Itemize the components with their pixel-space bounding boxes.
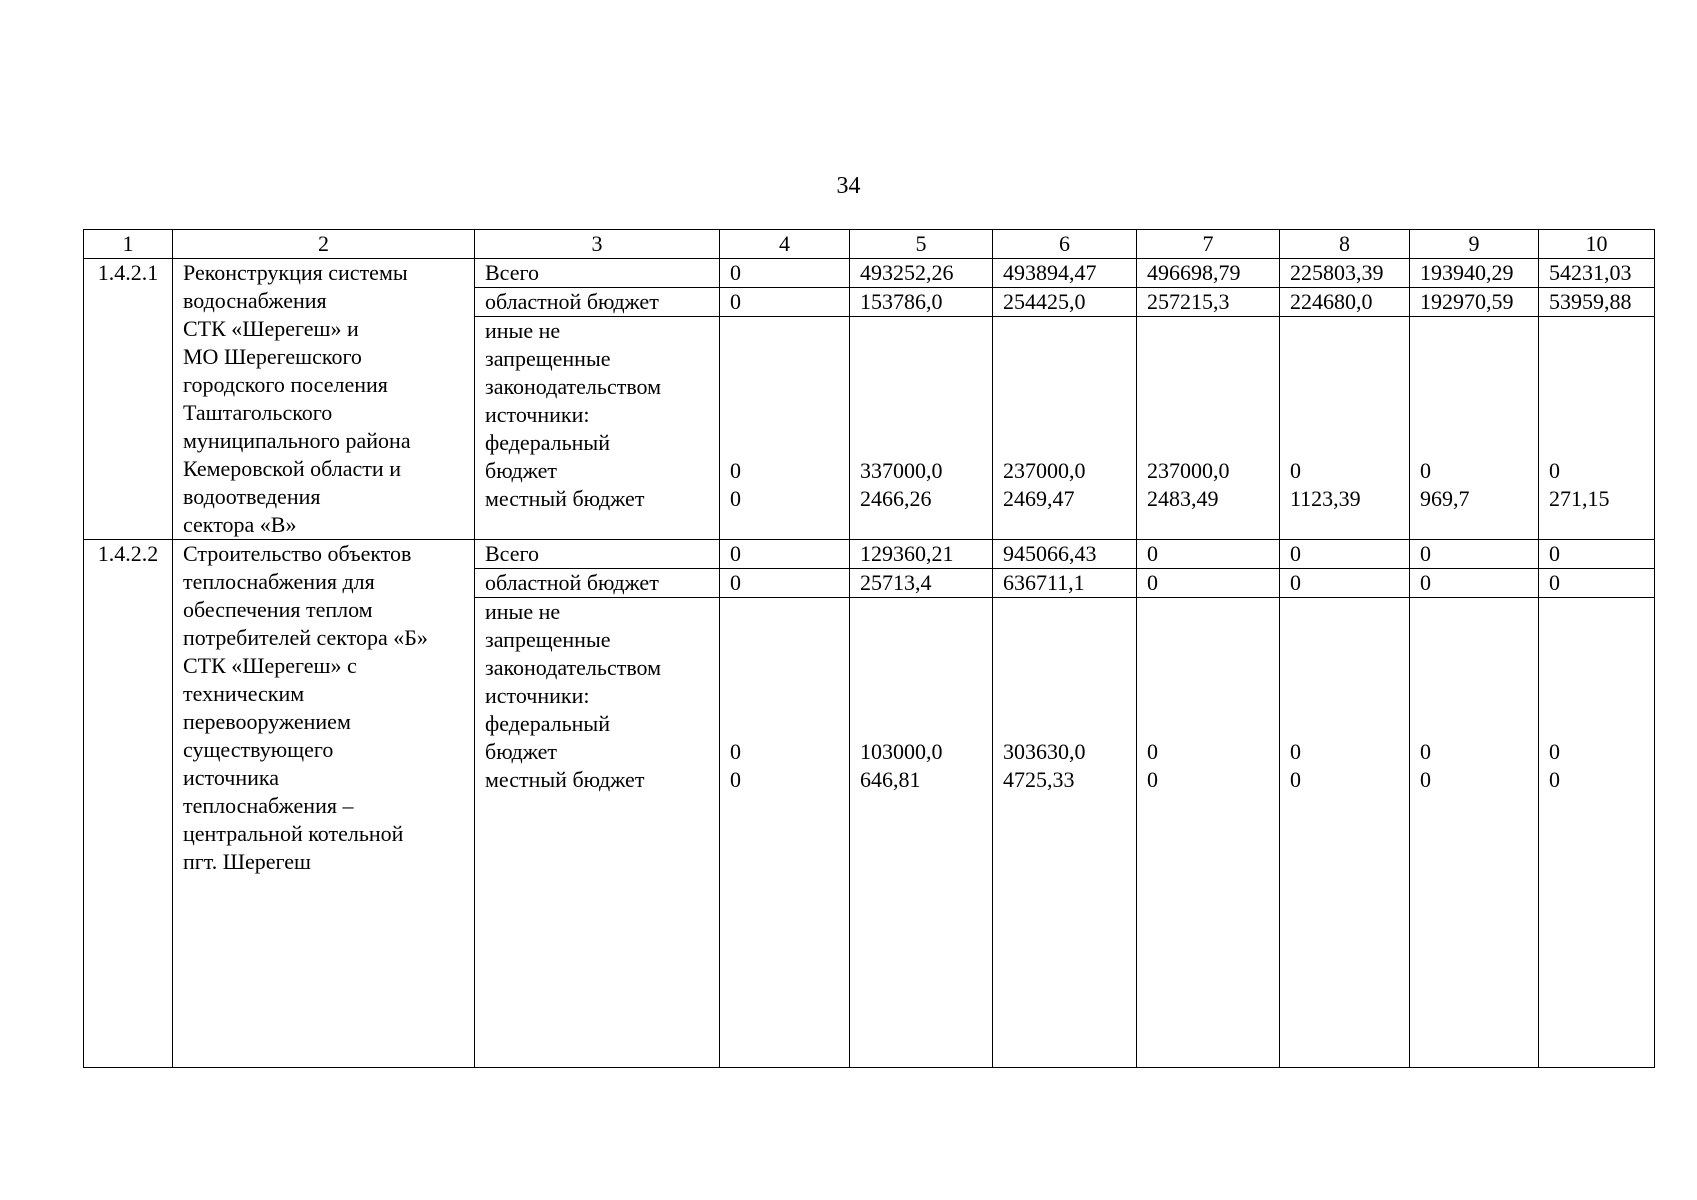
federal-value: 0 — [1147, 739, 1158, 764]
value-cell: 257215,3 — [1137, 288, 1280, 317]
local-value: 1123,39 — [1290, 486, 1361, 511]
local-value: 271,15 — [1549, 486, 1610, 511]
name-line: водоотведения — [183, 484, 321, 509]
source-line: источники: — [485, 683, 590, 708]
header-cell: 9 — [1410, 230, 1539, 259]
federal-value: 0 — [1290, 739, 1301, 764]
value-cell: 0 — [1539, 569, 1655, 598]
federal-value: 0 — [730, 739, 741, 764]
name-line: теплоснабжения для — [183, 569, 375, 594]
federal-value: 237000,0 — [1003, 458, 1086, 483]
value-cell — [1410, 598, 1539, 1068]
name-line: обеспечения теплом — [183, 597, 373, 622]
header-cell: 7 — [1137, 230, 1280, 259]
value-cell: 0 — [720, 259, 850, 288]
local-value: 2469,47 — [1003, 486, 1075, 511]
name-line: СТК «Шерегеш» и — [183, 316, 359, 341]
name-line: СТК «Шерегеш» с — [183, 653, 357, 678]
source-line: федеральный — [485, 711, 610, 736]
source-label-other — [475, 317, 720, 540]
value-cell: 53959,88 — [1539, 288, 1655, 317]
value-cell — [1539, 317, 1655, 540]
federal-value: 0 — [1420, 458, 1431, 483]
name-line: Реконструкция системы — [183, 260, 408, 285]
measure-code: 1.4.2.1 — [84, 259, 173, 540]
federal-value: 0 — [1549, 458, 1560, 483]
header-row — [84, 230, 1655, 259]
source-line: иные не — [485, 599, 561, 624]
header-cell: 1 — [84, 230, 173, 259]
value-cell — [993, 317, 1137, 540]
source-label-other — [475, 598, 720, 1068]
value-cell: 225803,39 — [1280, 259, 1410, 288]
source-line: бюджет — [485, 739, 557, 764]
measure-name — [173, 259, 475, 540]
source-label-regional: областной бюджет — [475, 569, 720, 598]
value-cell: 496698,79 — [1137, 259, 1280, 288]
name-line: МО Шерегешского — [183, 344, 362, 369]
local-value: 0 — [1290, 767, 1301, 792]
value-cell — [1280, 598, 1410, 1068]
value-cell: 0 — [1410, 540, 1539, 569]
name-line: техническим — [183, 681, 305, 706]
source-label-total: Всего — [475, 259, 720, 288]
source-line: запрещенные — [485, 627, 611, 652]
source-line: законодательством — [485, 374, 662, 399]
header-cell: 4 — [720, 230, 850, 259]
value-cell: 636711,1 — [993, 569, 1137, 598]
value-cell: 493252,26 — [850, 259, 993, 288]
value-cell — [850, 598, 993, 1068]
source-line: бюджет — [485, 458, 557, 483]
value-cell — [850, 317, 993, 540]
header-cell: 10 — [1539, 230, 1655, 259]
header-cell: 5 — [850, 230, 993, 259]
local-value: 2466,26 — [860, 486, 932, 511]
value-cell: 0 — [1137, 569, 1280, 598]
header-cell: 2 — [173, 230, 475, 259]
table-row — [84, 259, 1655, 288]
name-line: пгт. Шерегеш — [183, 849, 311, 874]
value-cell: 129360,21 — [850, 540, 993, 569]
value-cell: 54231,03 — [1539, 259, 1655, 288]
name-line: муниципального района — [183, 428, 411, 453]
name-line: существующего — [183, 737, 334, 762]
local-value: 0 — [1549, 767, 1560, 792]
name-line: сектора «В» — [183, 512, 297, 537]
value-cell — [1410, 317, 1539, 540]
value-cell: 192970,59 — [1410, 288, 1539, 317]
value-cell — [720, 598, 850, 1068]
budget-table — [83, 229, 1655, 1068]
value-cell: 945066,43 — [993, 540, 1137, 569]
value-cell: 0 — [1539, 540, 1655, 569]
name-line: теплоснабжения – — [183, 793, 354, 818]
source-line: источники: — [485, 402, 590, 427]
federal-value: 0 — [730, 458, 741, 483]
name-line: потребителей сектора «Б» — [183, 625, 428, 650]
source-line: местный бюджет — [485, 486, 645, 511]
table-row — [84, 540, 1655, 569]
local-value: 969,7 — [1420, 486, 1470, 511]
name-line: водоснабжения — [183, 288, 327, 313]
name-line: Таштагольского — [183, 400, 333, 425]
source-line: местный бюджет — [485, 767, 645, 792]
value-cell: 0 — [1410, 569, 1539, 598]
value-cell: 254425,0 — [993, 288, 1137, 317]
local-value: 0 — [730, 767, 741, 792]
name-line: Строительство объектов — [183, 541, 412, 566]
name-line: источника — [183, 765, 280, 790]
federal-value: 337000,0 — [860, 458, 943, 483]
name-line: центральной котельной — [183, 821, 404, 846]
page-number: 34 — [836, 173, 861, 199]
value-cell: 224680,0 — [1280, 288, 1410, 317]
source-label-total: Всего — [475, 540, 720, 569]
value-cell: 0 — [1280, 569, 1410, 598]
value-cell: 0 — [720, 569, 850, 598]
value-cell: 25713,4 — [850, 569, 993, 598]
value-cell: 0 — [720, 540, 850, 569]
source-line: законодательством — [485, 655, 662, 680]
local-value: 0 — [730, 486, 741, 511]
source-label-regional: областной бюджет — [475, 288, 720, 317]
source-line: федеральный — [485, 430, 610, 455]
name-line: городского поселения — [183, 372, 388, 397]
value-cell: 0 — [1280, 540, 1410, 569]
federal-value: 303630,0 — [1003, 739, 1086, 764]
source-line: запрещенные — [485, 346, 611, 371]
value-cell — [1137, 317, 1280, 540]
measure-code: 1.4.2.2 — [84, 540, 173, 1068]
local-value: 2483,49 — [1147, 486, 1219, 511]
value-cell: 193940,29 — [1410, 259, 1539, 288]
federal-value: 237000,0 — [1147, 458, 1230, 483]
value-cell — [993, 598, 1137, 1068]
local-value: 0 — [1147, 767, 1158, 792]
name-line: перевооружением — [183, 709, 351, 734]
federal-value: 0 — [1549, 739, 1560, 764]
header-cell: 3 — [475, 230, 720, 259]
source-line: иные не — [485, 318, 561, 343]
name-line: Кемеровской области и — [183, 456, 401, 481]
value-cell — [1137, 598, 1280, 1068]
value-cell — [1280, 317, 1410, 540]
local-value: 0 — [1420, 767, 1431, 792]
value-cell — [720, 317, 850, 540]
federal-value: 103000,0 — [860, 739, 943, 764]
value-cell — [1539, 598, 1655, 1068]
value-cell: 493894,47 — [993, 259, 1137, 288]
measure-name — [173, 540, 475, 1068]
header-cell: 8 — [1280, 230, 1410, 259]
value-cell: 0 — [720, 288, 850, 317]
local-value: 646,81 — [860, 767, 921, 792]
value-cell: 153786,0 — [850, 288, 993, 317]
federal-value: 0 — [1290, 458, 1301, 483]
header-cell: 6 — [993, 230, 1137, 259]
local-value: 4725,33 — [1003, 767, 1075, 792]
value-cell: 0 — [1137, 540, 1280, 569]
federal-value: 0 — [1420, 739, 1431, 764]
